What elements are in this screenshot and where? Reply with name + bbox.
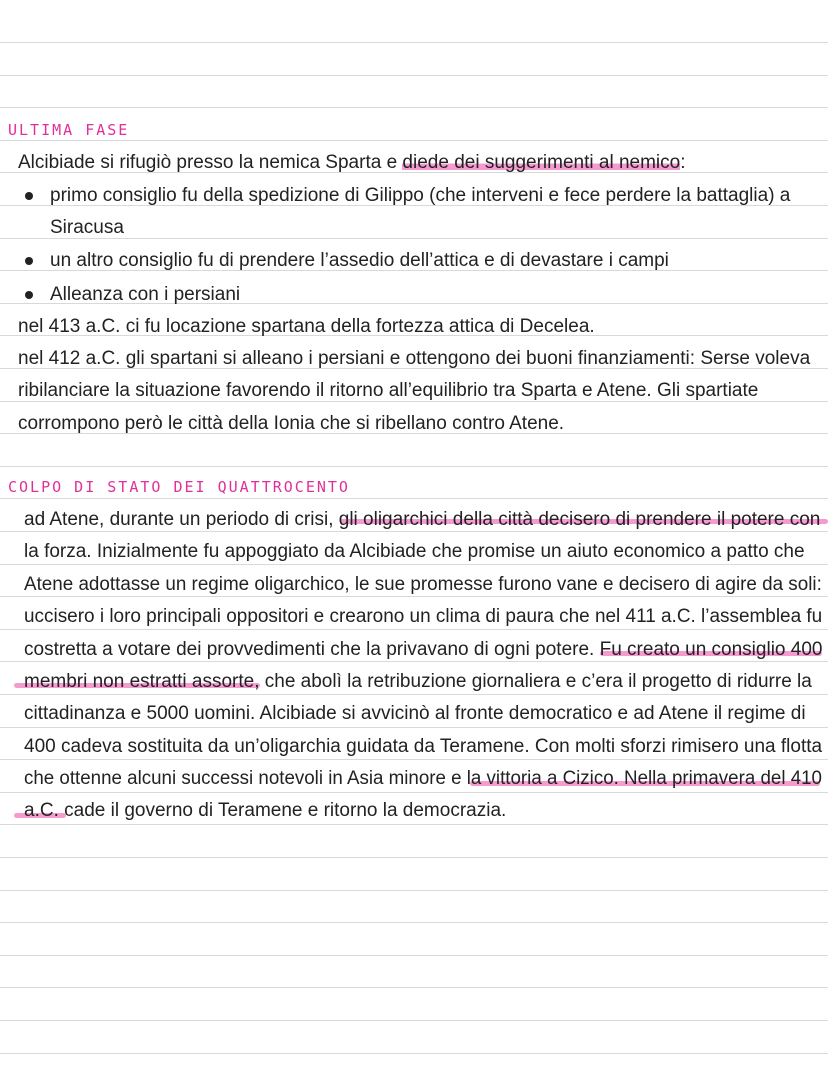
bullet-dot: [25, 257, 33, 265]
ruled-line: [0, 759, 828, 760]
section1-line-1: nel 413 a.C. ci fu locazione spartana della fortezza attica di Decelea.: [18, 316, 595, 337]
ruled-line: [0, 661, 828, 662]
section1-intro: [18, 152, 685, 174]
bullet-item-2: un altro consiglio fu di prendere l’assedio dell’attica e di devastare i campi: [50, 250, 669, 271]
bullet-dot: [25, 291, 33, 299]
ruled-line: [0, 1053, 828, 1054]
ruled-line: [0, 824, 828, 825]
bullet-item-1-continued: Siracusa: [50, 217, 124, 238]
ruled-line: [0, 42, 828, 43]
section2-line-5: costretta a votare dei provvedimenti che la privavano di ogni potere. Fu creato un consiglio 400: [24, 639, 823, 660]
ruled-line: [0, 498, 828, 499]
ruled-line: [0, 564, 828, 565]
section1-line-4: corrompono però le città della Ionia che si ribellano contro Atene.: [18, 413, 565, 434]
section2-line-4: uccisero i loro principali oppositori e crearono un clima di paura che nel 411 a.C. l’assemblea fu: [24, 606, 823, 627]
section2-line-6: membri non estratti assorte, che abolì la retribuzione giornaliera e c’era il progetto di ridurre la: [24, 671, 812, 692]
ruled-line: [0, 531, 828, 532]
ruled-line: [0, 727, 828, 728]
bullet-item-3: Alleanza con i persiani: [50, 284, 241, 305]
section-heading-ultima-fase: ULTIMA FASE: [8, 121, 130, 139]
section2-line-3: Atene adottasse un regime oligarchico, le sue promesse furono vane e decisero di agire da soli:: [24, 574, 822, 595]
ruled-line: [0, 75, 828, 76]
ruled-line: [0, 1020, 828, 1021]
ruled-line: [0, 792, 828, 793]
ruled-line: [0, 857, 828, 858]
ruled-line: [0, 629, 828, 630]
ruled-line: [0, 987, 828, 988]
ruled-line: [0, 238, 828, 239]
intro-text: Alcibiade si rifugiò presso la nemica Sparta e: [18, 152, 403, 173]
section1-line-3: ribilanciare la situazione favorendo il ritorno all’equilibrio tra Sparta e Atene. Gli spartiate: [18, 380, 759, 401]
bullet-dot: [25, 192, 33, 200]
ruled-line: [0, 140, 828, 141]
ruled-line: [0, 955, 828, 956]
intro-colon: :: [680, 152, 686, 173]
ruled-line: [0, 596, 828, 597]
section2-line-9: che ottenne alcuni successi notevoli in Asia minore e la vittoria a Cizico. Nella primavera del 410: [24, 768, 822, 789]
intro-highlight: diede dei suggerimenti al nemico: [402, 152, 681, 173]
ruled-line: [0, 466, 828, 467]
ruled-line: [0, 107, 828, 108]
section2-line-10: a.C. cade il governo di Teramene e ritorno la democrazia.: [24, 800, 507, 821]
section2-line-1: ad Atene, durante un periodo di crisi, gli oligarchici della città decisero di prendere il potere con: [24, 509, 821, 530]
ruled-line: [0, 922, 828, 923]
section2-line-2: la forza. Inizialmente fu appoggiato da Alcibiade che promise un aiuto economico a patto che: [24, 541, 805, 562]
bullet-item-1: primo consiglio fu della spedizione di Gilippo (che interveni e fece perdere la battaglia) a: [50, 185, 791, 206]
ruled-line: [0, 890, 828, 891]
section-heading-colpo-di-stato: COLPO DI STATO DEI QUATTROCENTO: [8, 478, 350, 496]
section2-line-7: cittadinanza e 5000 uomini. Alcibiade si avvicinò al fronte democratico e ad Atene il regime di: [24, 703, 806, 724]
section1-line-2: nel 412 a.C. gli spartani si alleano i persiani e ottengono dei buoni finanziamenti: Serse voleva: [18, 348, 811, 369]
ruled-line: [0, 694, 828, 695]
section2-line-8: 400 cadeva sostituita da un’oligarchia guidata da Teramene. Con molti sforzi rimisero una flotta: [24, 736, 823, 757]
